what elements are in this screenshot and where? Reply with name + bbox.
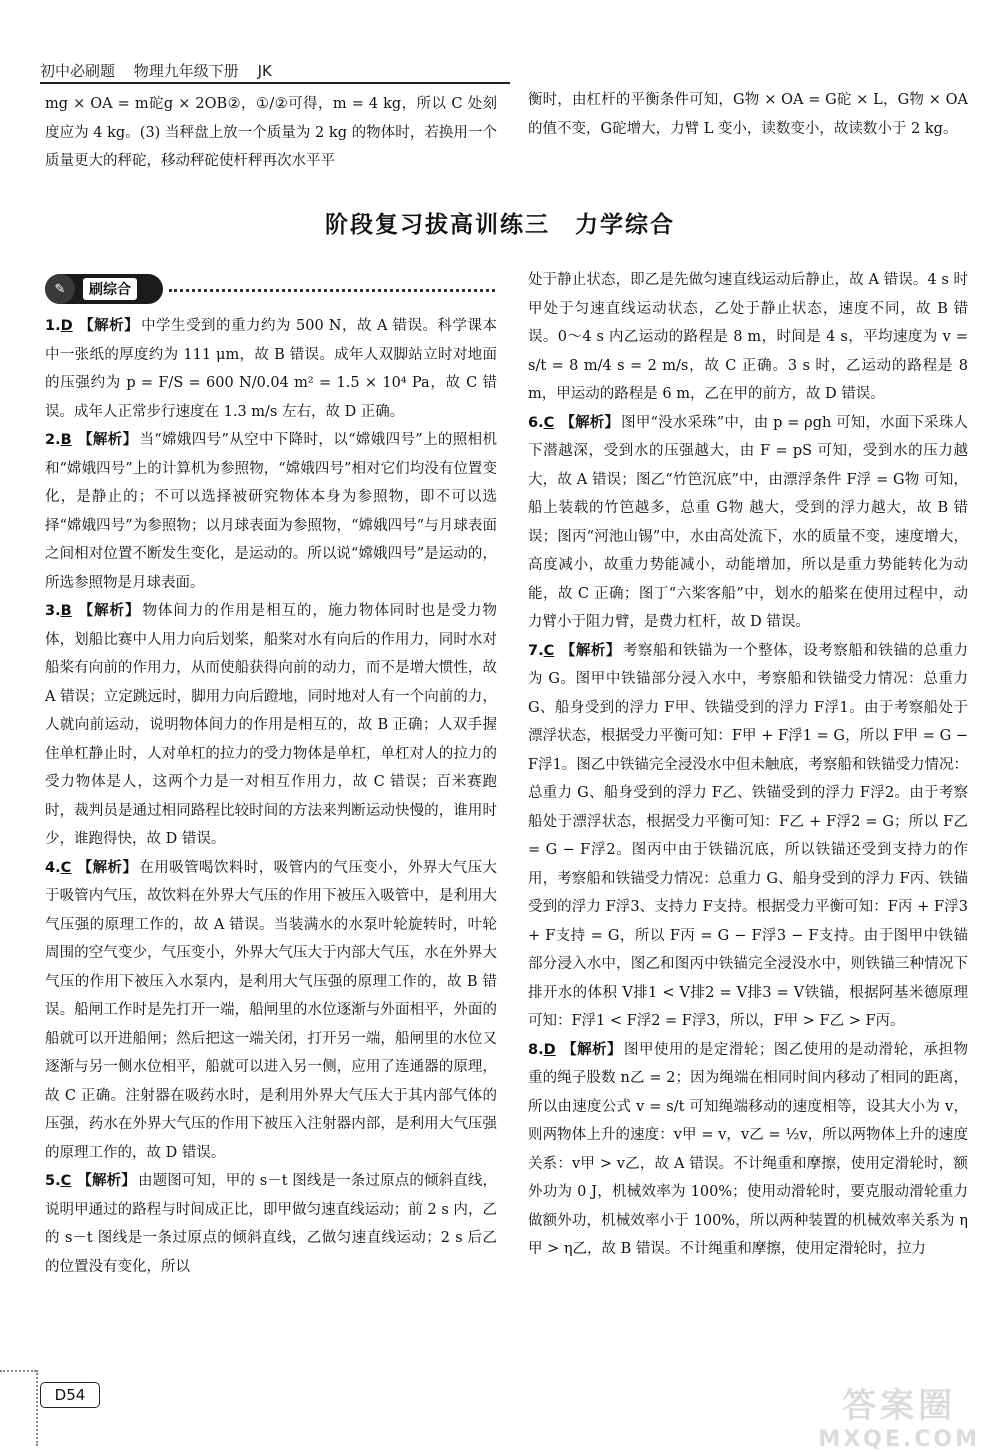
section-title: 阶段复习拔高训练三 力学综合 [325, 212, 675, 238]
site-watermark [818, 1378, 980, 1452]
top-left-continuation [45, 90, 497, 176]
badge-label: 刷综合 [83, 278, 137, 300]
dotted-divider [169, 289, 495, 292]
question-number: 4. [45, 859, 61, 876]
answer-letter: B [60, 603, 72, 619]
answer-letter: B [60, 432, 72, 448]
question-item [45, 426, 497, 597]
section-badge [45, 274, 163, 304]
left-question-column [45, 312, 497, 1281]
page-number: D54 [40, 1382, 100, 1408]
top-right-continuation [528, 86, 968, 143]
analysis-text: 当“嫦娥四号”从空中下降时，以“嫦娥四号”上的照相机和“嫦娥四号”上的计算机为参照物，“嫦娥四号”相对它们均没有位置变化，是静止的；不可以选择被研究物体本身为参照物，即不可以选择“嫦娥四号”为参照物；以月球表面为参照物，“嫦娥四号”与月球表面之间相对位置不断发生变化，是运动的。所以说“嫦娥四号”是运动的，所选参照物是月球表面。 [45, 432, 497, 591]
analysis-tag: 【解析】 [77, 603, 141, 619]
question-number: 5. [45, 1173, 61, 1189]
analysis-tag: 【解析】 [77, 1173, 136, 1189]
series-name: 初中必刷题 [40, 62, 116, 80]
section-badge-row [45, 270, 495, 310]
subject-name: 物理九年级下册 [133, 62, 239, 80]
question-item [528, 637, 968, 1036]
answer-letter: C [543, 414, 555, 431]
analysis-text: 图甲使用的是定滑轮；图乙使用的是动滑轮，承担物重的绳子股数 n乙 = 2；因为绳端在相同时间内移动了相同的距离，所以由速度公式 v = s/t 可知绳端移动的速度相等，设其大小为 v，则两物体上升的速度：v甲 = v，v乙 = ½v，所以两物体上升的速度关系：v甲 > v乙，故 A 错误。不计绳重和摩擦，使用定滑轮时，额外功为 0 J，机械效率为 100%；使用动滑轮时，要克服动滑轮重力做额外功，机械效率小于 100%，所以两种装置的机械效率关系为 η甲 > η乙，故 B 错误。不计绳重和摩擦，使用定滑轮时，拉力 [528, 1041, 969, 1257]
analysis-text: 处于静止状态，即乙是先做匀速直线运动后静止，故 A 错误。4 s 时甲处于匀速直线运动状态，乙处于静止状态，速度不同，故 B 错误。0～4 s 内乙运动的路程是 8 m，时间是 4 s，平均速度为 v = s/t = 8 m/4 s = 2 m/s，故 C 正确。3 s 时，乙运动的路程是 8 m，甲运动的路程是 6 m，乙在甲的前方，故 D 错误。 [528, 272, 968, 402]
analysis-tag: 【解析】 [78, 318, 140, 334]
question-number: 1. [45, 318, 61, 334]
question-item [528, 266, 968, 409]
analysis-text: 在用吸管喝饮料时，吸管内的气压变小，外界大气压大于吸管内气压，故饮料在外界大气压的作用下被压入吸管中，是利用大气压强的原理工作的，故 A 错误。当装满水的水泵叶轮旋转时，叶轮周围的空气变少，气压变小，外界大气压大于内部大气压，水在外界大气压的作用下被压入水泵内，是利用大气压强的原理工作的，故 B 错误。船闸工作时是先打开一端，船闸里的水位逐渐与外面相平，外面的船就可以开进船闸；然后把这一端关闭，打开另一端，船闸里的水位又逐渐与另一侧水位相平，船就可以进入另一侧，应用了连通器的原理，故 C 正确。注射器在吸药水时，是利用外界大气压大于其内部气体的压强，药水在外界大气压的作用下被压入注射器内部，是利用大气压强的原理工作的，故 D 错误。 [45, 859, 498, 1161]
running-header [40, 60, 286, 81]
answer-letter: C [543, 642, 555, 659]
analysis-tag: 【解析】 [561, 1041, 623, 1058]
question-item [45, 312, 497, 426]
answer-letter: D [60, 318, 73, 334]
question-item [528, 1036, 968, 1264]
question-number: 3. [45, 603, 61, 619]
analysis-tag: 【解析】 [77, 859, 138, 876]
analysis-text: 由题图可知，甲的 s－t 图线是一条过原点的倾斜直线，说明甲通过的路程与时间成正比，即甲做匀速直线运动；前 2 s 内，乙的 s－t 图线是一条过原点的倾斜直线，乙做匀速直线运动；2 s 后乙的位置没有变化，所以 [45, 1173, 498, 1275]
question-item [45, 854, 497, 1168]
answer-letter: D [543, 1041, 556, 1058]
question-number: 7. [528, 642, 544, 659]
top-left-text: mg × OA = m砣g × 2OB②，①/②可得，m = 4 kg，所以 C 处刻度应为 4 kg。(3) 当秤盘上放一个质量为 2 kg 的物体时，若换用一个质量更大的秤砣，移动秤砣使杆秤再次水平平 [45, 96, 497, 169]
analysis-text: 图甲“没水采珠”中，由 p = ρgh 可知，水面下采珠人下潜越深，受到水的压强越大，由 F = pS 可知，受到水的压力越大，故 A 错误；图乙“竹笆沉底”中，由漂浮条件 F浮 = G物 可知，船上装载的竹笆越多，总重 G物 越大，受到的浮力越大，故 B 错误；图丙“河池山锡”中，水由高处流下，水的质量不变，速度增大，高度减小，故重力势能减小，动能增加，所以是重力势能转化为动能，故 C 正确；图丁“六桨客船”中，划水的船桨在使用过程中，动力臂小于阻力臂，是费力杠杆，故 D 错误。 [528, 414, 968, 630]
analysis-tag: 【解析】 [77, 432, 138, 448]
analysis-tag: 【解析】 [560, 642, 621, 659]
edition-name: JK [257, 62, 272, 80]
analysis-text: 物体间力的作用是相互的，施力物体同时也是受力物体，划船比赛中人用力向后划桨，船桨对水有向后的作用力，同时水对船桨有向前的作用力，从而使船获得向前的动力，而不是增大惯性，故 A 错误；立定跳远时，脚用力向后蹬地，同时地对人有一个向前的力，人就向前运动，说明物体间力的作用是相互的，故 B 正确；人双手握住单杠静止时，人对单杠的拉力的受力物体是单杠，单杠对人的拉力的受力物体是人，这两个力是一对相互作用力，故 C 错误；百米赛跑时，裁判员是通过相同路程比较时间的方法来判断运动快慢的，谁用时少，谁跑得快，故 D 错误。 [45, 603, 498, 847]
watermark-url: MXQE.COM [818, 1427, 980, 1452]
question-number: 2. [45, 432, 61, 448]
question-number: 8. [528, 1041, 544, 1058]
answer-letter: C [60, 859, 72, 876]
header-rule [40, 82, 510, 84]
corner-dotted-line-vertical [36, 1370, 38, 1446]
corner-dotted-line [0, 1370, 36, 1372]
question-item [45, 597, 497, 854]
top-right-text: 衡时，由杠杆的平衡条件可知，G物 × OA = G砣 × L，G物 × OA 的值不变，G砣增大，力臂 L 变小，读数变小，故读数小于 2 kg。 [528, 92, 968, 137]
analysis-text: 考察船和铁锚为一个整体，设考察船和铁锚的总重力为 G。图甲中铁锚部分浸入水中，考察船和铁锚受力情况：总重力 G、船身受到的浮力 F甲、铁锚受到的浮力 F浮1。由于考察船处于漂浮状态，根据受力平衡可知：F甲 + F浮1 = G，所以 F甲 = G − F浮1。图乙中铁锚完全浸没水中但未触底，考察船和铁锚受力情况：总重力 G、船身受到的浮力 F乙、铁锚受到的浮力 F浮2。由于考察船处于漂浮状态，根据受力平衡可知：F乙 + F浮2 = G；所以 F乙 = G − F浮2。图丙中由于铁锚沉底，所以铁锚还受到支持力的作用，考察船和铁锚受力情况：总重力 G、船身受到的浮力 F丙、铁锚受到的浮力 F浮3、支持力 F支持。根据受力平衡可知：F丙 + F浮3 + F支持 = G，所以 F丙 = G − F浮3 − F支持。由于图甲中铁锚部分浸入水中，图乙和图丙中铁锚完全浸没水中，则铁锚三种情况下排开水的体积 V排1 < V排2 = V排3 = V铁锚，根据阿基米德原理可知：F浮1 < F浮2 = F浮3，所以，F甲 > F乙 > F丙。 [528, 642, 969, 1029]
pencil-icon: ✎ [45, 274, 75, 304]
question-item [45, 1167, 497, 1281]
question-item [528, 409, 968, 637]
analysis-text: 中学生受到的重力约为 500 N，故 A 错误。科学课本中一张纸的厚度约为 111 μm，故 B 错误。成年人双脚站立时对地面的压强约为 p = F/S = 600 N/0.04 m² = 1.5 × 10⁴ Pa，故 C 错误。成年人正常步行速度在 1.3 m/s 左右，故 D 正确。 [45, 318, 497, 420]
right-question-column [528, 266, 968, 1264]
watermark-logo-text: 答案圈 [842, 1386, 957, 1426]
answer-letter: C [60, 1173, 72, 1189]
analysis-tag: 【解析】 [560, 414, 620, 431]
question-number: 6. [528, 414, 544, 431]
